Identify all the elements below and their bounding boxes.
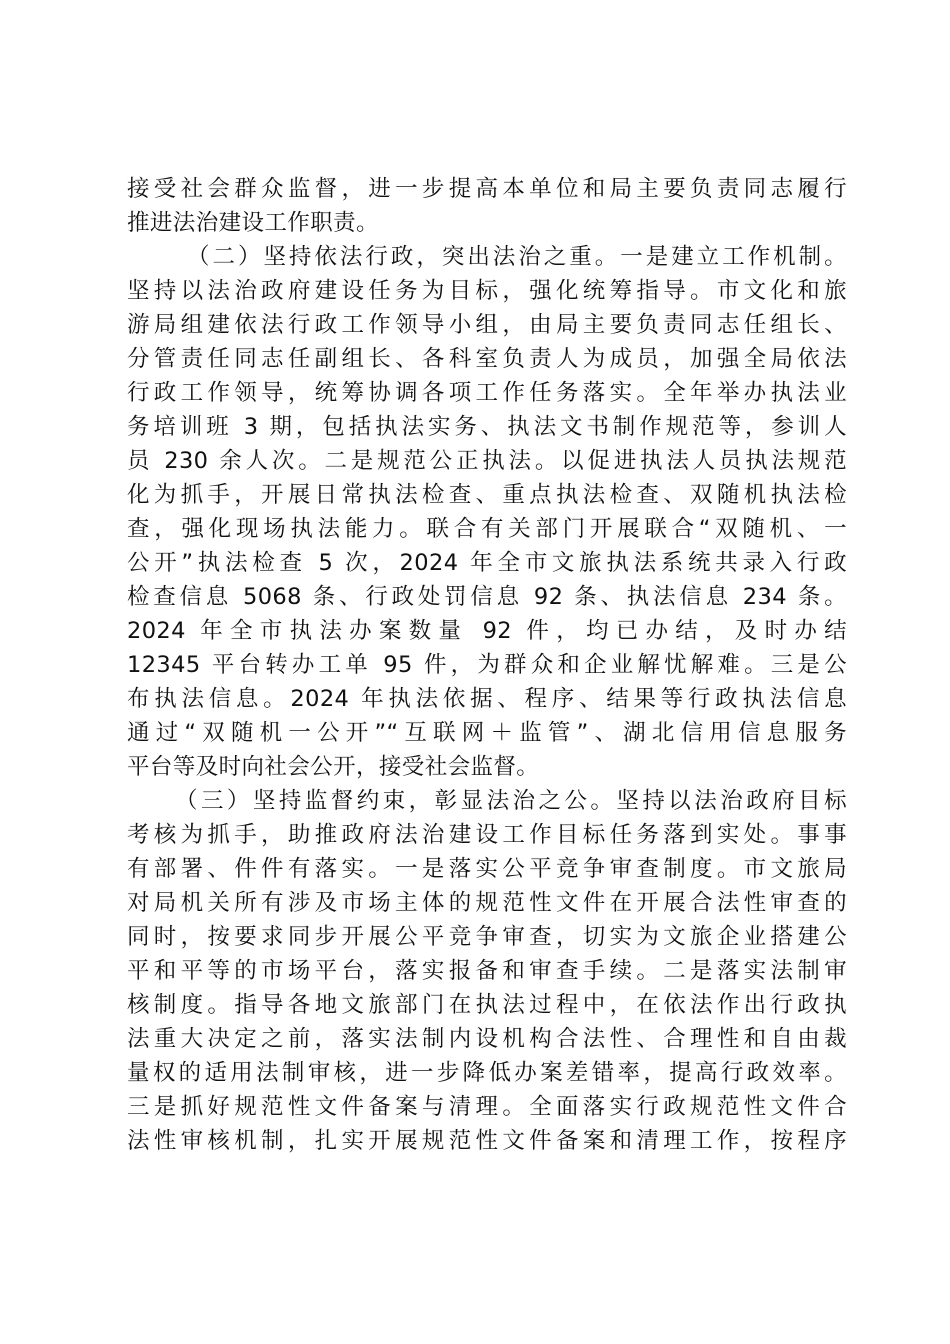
- text-line: 12345 平台转办工单 95 件，为群众和企业解忧解难。三是公: [127, 652, 847, 678]
- text-line: 检查信息 5068 条、行政处罚信息 92 条、执法信息 234 条。: [127, 584, 847, 610]
- text-line: 分管责任同志任副组长、各科室负责人为成员，加强全局依法: [127, 346, 847, 372]
- text-line: 行政工作领导，统筹协调各项工作任务落实。全年举办执法业: [127, 380, 847, 406]
- text-line: （二）坚持依法行政，突出法治之重。一是建立工作机制。: [187, 244, 847, 270]
- text-line: 接受社会群众监督，进一步提高本单位和局主要负责同志履行: [127, 176, 847, 202]
- text-line: 法重大决定之前，落实法制内设机构合法性、合理性和自由裁: [127, 1026, 847, 1052]
- text-line: 化为抓手，开展日常执法检查、重点执法检查、双随机执法检: [127, 482, 847, 508]
- text-line: 公开”执法检查 5 次，2024 年全市文旅执法系统共录入行政: [127, 550, 847, 576]
- body-text: [127, 172, 847, 1158]
- text-line: 核制度。指导各地文旅部门在执法过程中，在依法作出行政执: [127, 992, 847, 1018]
- text-line: 平台等及时向社会公开，接受社会监督。: [127, 754, 540, 780]
- text-line: 平和平等的市场平台，落实报备和审查手续。二是落实法制审: [127, 958, 847, 984]
- text-line: 查，强化现场执法能力。联合有关部门开展联合“双随机、一: [127, 516, 847, 542]
- text-line: 推进法治建设工作职责。: [127, 210, 379, 236]
- text-line: 坚持以法治政府建设任务为目标，强化统筹指导。市文化和旅: [127, 278, 847, 304]
- text-line: 员 230 余人次。二是规范公正执法。以促进执法人员执法规范: [127, 448, 847, 474]
- text-line: 布执法信息。2024 年执法依据、程序、结果等行政执法信息: [127, 686, 847, 712]
- text-line: 务培训班 3 期，包括执法实务、执法文书制作规范等，参训人: [127, 414, 847, 440]
- text-line: 三是抓好规范性文件备案与清理。全面落实行政规范性文件合: [127, 1094, 847, 1120]
- text-line: 游局组建依法行政工作领导小组，由局主要负责同志任组长、: [127, 312, 847, 338]
- text-line: 通过“双随机一公开”“互联网＋监管”、湖北信用信息服务: [127, 720, 847, 746]
- text-line: （三）坚持监督约束，彰显法治之公。坚持以法治政府目标: [175, 788, 847, 814]
- text-line: 考核为抓手，助推政府法治建设工作目标任务落到实处。事事: [127, 822, 847, 848]
- text-line: 同时，按要求同步开展公平竞争审查，切实为文旅企业搭建公: [127, 924, 847, 950]
- text-line: 2024 年全市执法办案数量 92 件，均已办结，及时办结: [127, 618, 847, 644]
- text-line: 法性审核机制，扎实开展规范性文件备案和清理工作，按程序: [127, 1128, 847, 1154]
- text-line: 有部署、件件有落实。一是落实公平竞争审查制度。市文旅局: [127, 856, 847, 882]
- text-line: 对局机关所有涉及市场主体的规范性文件在开展合法性审查的: [127, 890, 847, 916]
- text-line: 量权的适用法制审核，进一步降低办案差错率，提高行政效率。: [127, 1060, 847, 1086]
